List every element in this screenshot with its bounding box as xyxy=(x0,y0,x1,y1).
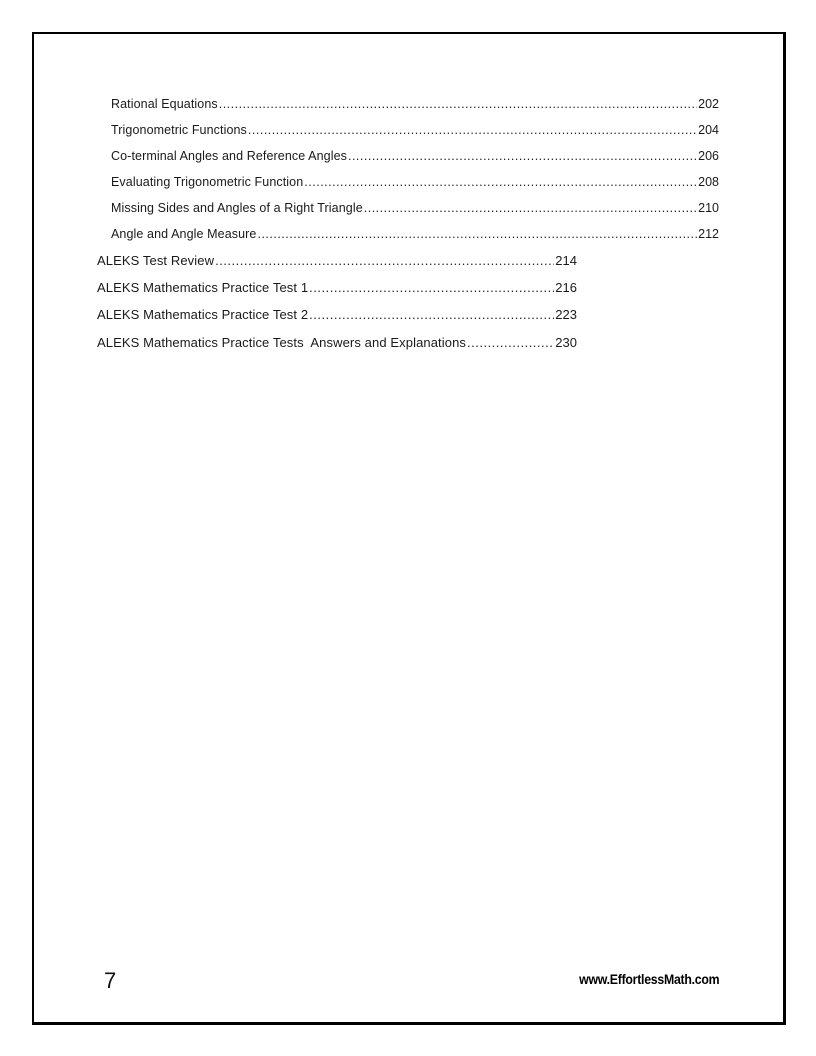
toc-entry-page: 214 xyxy=(555,253,577,268)
toc-entry-title: Evaluating Trigonometric Function xyxy=(111,175,304,189)
toc-entry-title: ALEKS Mathematics Practice Test 1 xyxy=(97,280,309,295)
toc-entry-title: ALEKS Test Review xyxy=(97,253,215,268)
toc-entry-page: 212 xyxy=(698,227,719,241)
toc-entry-evaluating-trig-function[interactable] xyxy=(111,174,719,190)
dot-leader xyxy=(248,122,697,138)
dot-leader xyxy=(467,335,554,351)
toc-entry-title: ALEKS Mathematics Practice Tests Answers and Explanations xyxy=(97,335,467,350)
dot-leader xyxy=(348,148,697,164)
toc-entry-page: 210 xyxy=(698,201,719,215)
toc-entry-title: Co-terminal Angles and Reference Angles xyxy=(111,149,347,163)
toc-entry-page: 208 xyxy=(698,175,719,189)
toc-entry-answers-explanations[interactable] xyxy=(97,335,577,351)
dot-leader xyxy=(309,307,554,323)
toc-entry-title: Missing Sides and Angles of a Right Triangle xyxy=(111,201,363,215)
toc-entry-coterminal-angles[interactable] xyxy=(111,148,719,164)
toc-entry-page: 216 xyxy=(555,280,577,295)
toc-entry-angle-measure[interactable] xyxy=(111,226,719,242)
dot-leader xyxy=(364,200,697,216)
toc-entry-missing-sides-angles[interactable] xyxy=(111,200,719,216)
toc-entry-page: 223 xyxy=(555,307,577,322)
dot-leader xyxy=(219,96,697,112)
page-number: 7 xyxy=(104,968,117,993)
toc-entry-practice-test-2[interactable] xyxy=(97,307,577,323)
website-url: www.EffortlessMath.com xyxy=(578,971,719,987)
toc-entry-title: ALEKS Mathematics Practice Test 2 xyxy=(97,307,309,322)
toc-entry-page: 204 xyxy=(698,123,719,137)
toc-entry-page: 202 xyxy=(698,97,719,111)
toc-entry-practice-test-1[interactable] xyxy=(97,280,577,296)
toc-entry-page: 230 xyxy=(555,335,577,350)
dot-leader xyxy=(304,174,697,190)
toc-entry-rational-equations[interactable] xyxy=(111,96,719,112)
toc-entry-title: Trigonometric Functions xyxy=(111,123,247,137)
toc-entry-page: 206 xyxy=(698,149,719,163)
dot-leader xyxy=(257,226,697,242)
toc-entry-title: Rational Equations xyxy=(111,97,218,111)
dot-leader xyxy=(215,253,554,269)
toc-entry-title: Angle and Angle Measure xyxy=(111,227,257,241)
toc-entry-aleks-test-review[interactable] xyxy=(97,253,577,269)
toc-entry-trigonometric-functions[interactable] xyxy=(111,122,719,138)
dot-leader xyxy=(309,280,554,296)
